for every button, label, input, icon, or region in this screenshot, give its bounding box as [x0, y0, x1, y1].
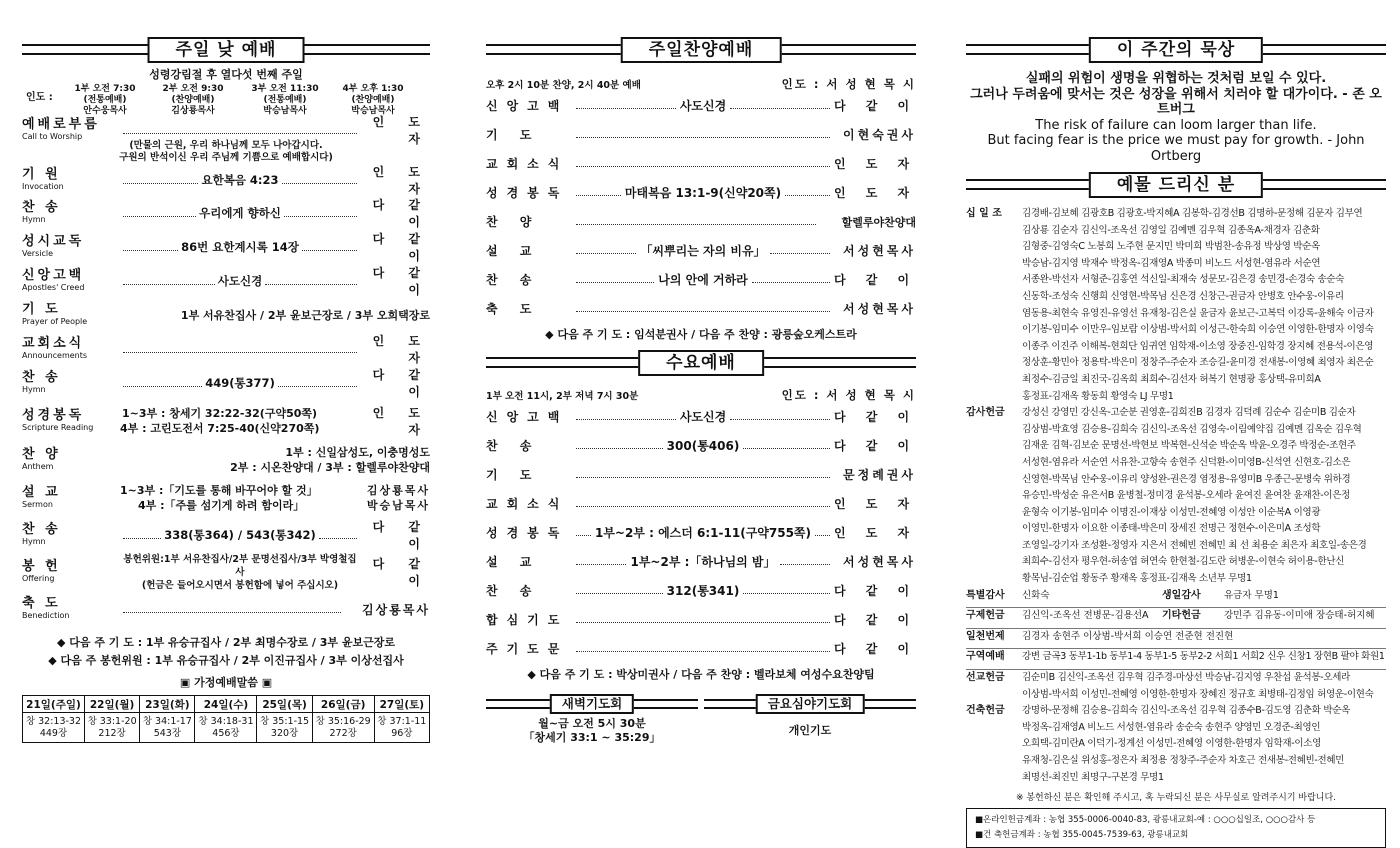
- building-account: ■건 축헌금계좌 : 농협 355-0045-7539-63, 광릉내교회: [975, 830, 1189, 841]
- wed-next: ◆ 다음 주 기 도 : 박상미권사 / 다음 주 찬양 : 벨라보체 여성수요찬양팀: [527, 668, 875, 681]
- leader-1: 1부 오전 7:30 (전통예배) 안수웅목사: [74, 84, 136, 116]
- meditation-title: 이 주간의 묵상: [1089, 37, 1263, 63]
- sunday-order: [22, 115, 431, 626]
- praise-leader: 인도 : 서 성 현 목 시: [781, 77, 916, 91]
- order-hymn-3: 찬 송 Hymn 338(통364) / 543(통342) 다 같 이: [22, 520, 431, 551]
- wed-row: 신앙고백 사도신경 다 같 이: [486, 410, 918, 424]
- wed-row: 설 교 1부~2부 :「하나님의 밤」 서성현목사: [486, 555, 916, 569]
- praise-row: 교회소식 인 도 자: [486, 157, 918, 171]
- build-line: 강명하-문정해 김승용-김희숙 김신익-조옥선 김우혁 김종수B-김도영 김춘화 박순옥: [1022, 705, 1350, 717]
- praise-row: 찬 송 나의 안에 거하라 다 같 이: [486, 273, 918, 287]
- thanks-line: 김상범-박효영 김승용-김희숙 김신익-조옥선 김영숙-이림예약집 김예멘 김옥순 김우혁: [1022, 423, 1362, 435]
- thanks-line: 신영현-박목님 안수웅-이유리 양성완-권은경 염정용-유영미B 우종근-문병숙 위하경: [1022, 473, 1351, 485]
- wed-row: 주기도문 다 같 이: [486, 642, 918, 656]
- wed-time: 1부 오전 11시, 2부 저녁 7시 30분: [486, 391, 639, 402]
- sunday-banner: [22, 37, 430, 63]
- wed-row: 기 도 문정례권사: [486, 468, 916, 482]
- prayer-meetings: [486, 694, 916, 754]
- online-account: ■온라인헌금계좌 : 농협 355-0006-0040-83, 광릉내교회-예 : ○○○십일조, ○○○감사 등: [975, 815, 1316, 826]
- thanks-line: 이영민-한명자 이요한 이종태-박은미 장세진 전명근 정현수-이은미A 조성학: [1022, 523, 1321, 535]
- praise-title: 주일찬양예배: [621, 37, 782, 63]
- order-invocation: 기 원 Invocation 요한복음 4:23 인 도 자: [22, 165, 431, 196]
- praise-row: 신앙고백 사도신경 다 같 이: [486, 99, 918, 113]
- praise-row: 기 도 이현숙권사: [486, 128, 916, 142]
- tithe-line: 김형중-김영숙C 노봉희 노주현 문지민 박미희 박범찬-송유정 박상영 박순옥: [1022, 241, 1320, 253]
- build-line: 최명선-최진민 최명구-구본경 무명1: [1022, 771, 1164, 783]
- friday-prayer: [704, 694, 916, 738]
- tithe-group: 십 일 조 김경배-김보혜 김광호B 김광호-박지혜A 김봉학-김경선B 김명하-문정해 김문자 김부연 김상룡 김순자 김신익-조옥선 김영일 김예멘 김우혁 김종옥A-채경자 김춘화 김형중-김영숙C 노봉희 노주현 문지민 박미희 박범찬-송유정 박상영 박순옥 박승남-김지영 박재수 박정옥-김재영A 박종미 비노드 서성현-염유라 서순연 서종완-박선자 서형준-김홍연 석신일-최재숙 성문모-김은경 송민경-손경숙 송순숙 신동학-조성숙 신행희 신영현-박목님 신은경 신창근-권금자 안병호 안수웅-이유리 염동용-최현숙 유영진-유영선 유재청-김은실 윤금자 윤보근-고복덕 이강록-윤해숙 이금자 이기봉-임미수 이만우-임보람 이상범-박서희 이성근-한숙희 이승연 이영한-한명자 이영숙 이종주 이진주 이해복-현희단 임귀연 임학재-이소영 장중진-임학경 장지혜 전용석-이은영 정상훈-황민아 정용탁-박은미 정창주-주순자 조승길-윤미경 전새봉-이영혜 최영자 최은순 최정수-김금일 최진국-김옥희 최희수-김선자 허복기 현명광 홍상택-유미희A 홍정표-김재옥 황동희 황영숙 LJ 무명1: [966, 206, 1386, 405]
- tithe-line: 염동용-최현숙 유영진-유영선 유재청-김은실 윤금자 윤보근-고복덕 이강록-윤해숙 이금자: [1022, 307, 1374, 319]
- relief-other-row: 구제헌금 김신익-조옥선 전병문-김용선A 기타헌금 강민주 김유동-이미애 장승태-허지혜: [966, 610, 1375, 622]
- friday-text: 개인기도: [788, 724, 832, 737]
- family-worship-title: ▣ 가정예배말씀 ▣: [179, 676, 273, 689]
- order-call: 예배로부름 Call to Worship 인 도 자: [22, 115, 430, 146]
- tithe-line: 최정수-김금일 최진국-김옥희 최희수-김선자 허복기 현명광 홍상택-유미희A: [1022, 373, 1321, 385]
- account-box: [966, 808, 1386, 848]
- table-row: 창 32:13-32 449장 창 33:1-20 212장 창 34:1-17 543장 창 34:18-31 456장 창 35:1-15 320장 창 35:16-29 272장 창 37:1-11 96장: [23, 713, 430, 743]
- praise-row: 성경봉독 마태복음 13:1-9(신약20쪽) 인 도 자: [486, 186, 918, 200]
- offerings-title: 예물 드리신 분: [1089, 172, 1263, 198]
- sunday-title: 주일 낮 예배: [148, 37, 305, 63]
- sunday-next-week: [22, 634, 430, 670]
- wed-time-row: [486, 388, 916, 402]
- meditation-text: 실패의 위험이 생명을 위협하는 것처럼 보일 수 있다. 그러나 두려움에 맞서는 것은 성장을 위해서 치러야 할 대가이다. - 존 오트버그 The risk of failure can loom larger than life. But facing fear is the price we must pay for growth. - John Ortberg: [970, 71, 1382, 164]
- tithe-line: 이기봉-임미수 이만우-임보람 이상범-박서희 이성근-한숙희 이승연 이영한-한명자 이영숙: [1022, 324, 1374, 336]
- thanks-line: 김재운 김혁-김보순 문명선-박현보 박복현-신석순 박순옥 박윤-오경주 박정순-조현주: [1022, 440, 1356, 452]
- praise-time: 오후 2시 10분 찬양, 2시 40분 예배: [486, 80, 641, 91]
- order-hymn-2: 찬 송 Hymn 449(통377) 다 같 이: [22, 368, 431, 399]
- call-note-2: 구원의 반석이신 우리 주님께 기쁨으로 예배합시다): [119, 152, 333, 163]
- praise-row: 설 교 「씨뿌리는 자의 비유」 서성현목사: [486, 244, 916, 258]
- order-sermon: 설 교 Sermon 1~3부 :「기도를 통해 바꾸어야 할 것」 김상룡목사 4부 :「주를 섬기게 하려 함이라」 박승남목사: [22, 484, 430, 512]
- offerings-list: [966, 206, 1386, 848]
- praise-wed-column: [486, 0, 916, 785]
- tithe-line: 김경배-김보혜 김광호B 김광호-박지혜A 김봉학-김경선B 김명하-문정해 김문자 김부연: [1022, 208, 1363, 219]
- wed-title: 수요예배: [638, 350, 764, 376]
- praise-banner: [486, 37, 916, 63]
- tithe-line: 서종완-박선자 서형준-김홍연 석신일-최재숙 성문모-김은경 송민경-손경숙 송순숙: [1022, 274, 1345, 286]
- praise-time-row: [486, 77, 916, 91]
- wed-row: 찬 송 300(통406) 다 같 이: [486, 439, 918, 453]
- sunday-service-column: [22, 0, 430, 785]
- next-prayer: ◆ 다음 주 기 도 : 1부 유승규집사 / 2부 최명수장로 / 3부 윤보근장로: [56, 636, 396, 649]
- praise-next: ◆ 다음 주 기 도 : 임석분권사 / 다음 주 찬양 : 광릉숲오케스트라: [545, 328, 857, 341]
- thanks-line: 황목님-김순업 황동주 황재옥 홍정표-김재옥 소년부 무명1: [1022, 573, 1252, 585]
- order-scripture: 성경봉독 Scripture Reading 1~3부 : 창세기 32:22-32(구약50쪽) 4부 : 고린도전서 7:25-40(신약270쪽) 인 도 자: [22, 406, 430, 437]
- order-hymn-1: 찬 송 Hymn 우리에게 향하신 다 같 이: [22, 198, 430, 229]
- table-row: 21일(주일) 22일(월) 23일(화) 24일(수) 25일(목) 26일(금) 27일(토): [23, 696, 430, 713]
- thanks-line: 유승민-박성순 유은서B 윤병철-정미경 윤석봉-오세라 윤여진 윤여찬 윤재찬-이은정: [1022, 490, 1350, 502]
- thanks-line: 강성신 강영민 강신옥-고순분 권영훈-김희진B 김경자 김덕례 김순수 김순미B 김순자: [1022, 407, 1356, 419]
- friday-title: 금요심야기도회: [756, 694, 865, 714]
- tithe-line: 이종주 이진주 이해복-현희단 임귀연 임학재-이소영 장중진-임학경 장지혜 전용석-이은영: [1022, 340, 1374, 352]
- thanks-group: 감사헌금 강성신 강영민 강신옥-고순분 권영훈-김희진B 김경자 김덕례 김순수 김순미B 김순자 김상범-박효영 김승용-김희숙 김신익-조옥선 김영숙-이림예약집 김예멘 김옥순 김우혁 김재운 김혁-김보순 문명선-박현보 박복현-신석순 박순옥 박윤-오경주 박정순-조현주 서성현-염유라 서순연 서유찬-고향숙 송현주 신덕환-이미영B-신석연 신현호-김소은 신영현-박목님 안수웅-이유리 양성완-권은경 염정용-유영미B 우종근-문병숙 위하경 유승민-박성순 유은서B 윤병철-정미경 윤석봉-오세라 윤여진 윤여찬 윤재찬-이은정 윤형숙 이기봉-임미수 이명진-이재상 이성민-전혜영 이성안 이순복A 이영광 이영민-한명자 이요한 이종태-박은미 장세진 전명근 정현수-이은미A 조성학 조영일-강기자 조성환-정영자 지은서 전혜빈 전혜민 최 선 최용순 최은자 최호일-송은경 최희수-김선자 평우현-허송엽 허연숙 한현철-김도란 허병운-이현숙 허이용-한난신 황목님-김순업 황동주 황재옥 홍정표-김재옥 소년부 무명1: [966, 405, 1386, 588]
- build-group: 건축헌금 강명하-문정해 김승용-김희숙 김신익-조옥선 김우혁 김종수B-김도영 김춘화 박순옥 박정옥-김재영A 비노드 서성현-염유라 송순숙 송현주 양영민 오경준-최영인 오희택-김미란A 이덕기-정계선 이성민-전혜영 이영한-한명자 임학재-이소영 유재청-김은실 위성홍-정은자 최정용 정창주-주순자 차호근 전새봉-전혜빈-전혜민 최명선-최진민 최명구-구본경 무명1: [966, 703, 1386, 786]
- call-note-1: (만물의 근원, 우리 하나님께 모두 나아갑시다.: [129, 140, 323, 151]
- tithe-line: 신동학-조성숙 신행희 신영현-박목님 신은경 신창근-권금자 안병호 안수웅-이유리: [1022, 290, 1344, 302]
- offerings-notice: ※ 봉헌하신 분은 확인해 주시고, 혹 누락되신 분은 사무실로 알려주시기 바랍니다.: [1015, 793, 1337, 804]
- thanks-line: 조영일-강기자 조성환-정영자 지은서 전혜빈 전혜민 최 선 최용순 최은자 최호일-송은경: [1022, 539, 1367, 551]
- praise-row: 찬 양 할렐루야찬양대: [486, 215, 916, 229]
- wed-order: [486, 402, 916, 663]
- once-row: 일천번제 김경자 송현주 이상범-박서희 이승연 전준현 전진현: [966, 630, 1234, 642]
- wed-row: 교회소식 인 도 자: [486, 497, 918, 511]
- dawn-passage: 「창세기 33:1 ~ 35:29」: [523, 731, 661, 744]
- family-worship-table: [22, 695, 430, 743]
- mission-group: 선교헌금 김순미B 김신익-조옥선 김우혁 김주경-마상선 박승남-김지영 우찬섭 윤석봉-오세라 이상범-박서희 이성민-전혜영 이영한-한명자 장혜진 정규호 최병태-김정임 허영운-이현숙: [966, 670, 1386, 703]
- meditation-banner: [966, 37, 1386, 63]
- tithe-line: 정상훈-황민아 정용탁-박은미 정창주-주순자 조승길-윤미경 전새봉-이영혜 최영자 최은순: [1022, 357, 1374, 369]
- sunday-subtitle: 성령강림절 후 열다섯 번째 주일: [149, 68, 303, 81]
- tithe-line: 홍정표-김재옥 황동희 황영숙 LJ 무명1: [1022, 390, 1174, 402]
- build-line: 유재청-김은실 위성홍-정은자 최정용 정창주-주순자 차호근 전새봉-전혜빈-전혜민: [1022, 755, 1345, 766]
- leader-4: 4부 오후 1:30 (찬양예배) 박승남목사: [342, 84, 404, 116]
- order-announcements: 교회소식 Announcements 인 도 자: [22, 334, 430, 365]
- meditation-offerings-column: [966, 0, 1386, 841]
- region-row: 구역예배 강변 금곡3 동부1-1b 동부1-4 동부1-5 동부2-2 서희1 서희2 신우 신창1 장현B 팔야 화원1: [966, 651, 1385, 663]
- special-birth-row: 특별감사 신화숙 생일감사 유금자 무명1: [966, 589, 1279, 601]
- next-offering: ◆ 다음 주 봉헌위원 : 1부 유승규집사 / 2부 이진규집사 / 3부 이상선집사: [48, 654, 404, 667]
- tithe-line: 박승남-김지영 박재수 박정옥-김재영A 박종미 비노드 서성현-염유라 서순연: [1022, 257, 1321, 269]
- praise-row: 축 도 서성현목사: [486, 302, 916, 316]
- dawn-time: 월~금 오전 5시 30분: [538, 717, 646, 730]
- thanks-line: 서성현-염유라 서순연 서유찬-고향숙 송현주 신덕환-이미영B-신석연 신현호-김소은: [1022, 456, 1351, 468]
- mission-line: 이상범-박서희 이성민-전혜영 이영한-한명자 장혜진 정규호 최병태-김정임 허영운-이현숙: [1022, 688, 1374, 700]
- wed-row: 성경봉독 1부~2부 : 에스더 6:1-11(구약755쪽) 인 도 자: [486, 526, 918, 540]
- wed-row: 찬 송 312(통341) 다 같 이: [486, 584, 918, 598]
- build-line: 박정옥-김재영A 비노드 서성현-염유라 송순숙 송현주 양영민 오경준-최영인: [1022, 721, 1321, 733]
- mission-line: 김순미B 김신익-조옥선 김우혁 김주경-마상선 박승남-김지영 우찬섭 윤석봉-오세라: [1022, 672, 1350, 684]
- build-line: 오희택-김미란A 이덕기-정계선 이성민-전혜영 이영한-한명자 임학재-이소영: [1022, 738, 1322, 750]
- order-creed: 신앙고백 Apostles' Creed 사도신경 다 같 이: [22, 266, 430, 297]
- order-versicle: 성시교독 Versicle 86번 요한계시록 14장 다 같 이: [22, 232, 430, 263]
- dawn-prayer: [486, 694, 698, 745]
- leader-label: 인도 :: [26, 92, 53, 103]
- thanks-line: 윤형숙 이기봉-임미수 이명진-이재상 이성민-전혜영 이성안 이순복A 이영광: [1022, 506, 1321, 518]
- leader-3: 3부 오전 11:30 (전통예배) 박승남목사: [251, 84, 319, 116]
- thanks-line: 최희수-김선자 평우현-허송엽 허연숙 한현철-김도란 허병운-이현숙 허이용-한난신: [1022, 556, 1345, 568]
- wed-row: 합심기도 다 같 이: [486, 613, 918, 627]
- wed-leader: 인도 : 서 성 현 목 시: [781, 388, 916, 402]
- tithe-line: 김상룡 김순자 김신익-조옥선 김영일 김예멘 김우혁 김종옥A-채경자 김춘화: [1022, 224, 1320, 236]
- offerings-banner: [966, 172, 1386, 198]
- order-benediction: 축 도 Benediction 김상룡목사: [22, 596, 430, 620]
- dawn-title: 새벽기도회: [550, 694, 634, 714]
- order-anthem: 찬 양 Anthem 1부 : 신일삼성도, 이충명성도 2부 : 시온찬양대 / 3부 : 할렐루야찬양대: [22, 446, 430, 474]
- order-prayer: 기 도 Prayer of People 1부 서유찬집사 / 2부 윤보근장로 / 3부 오희택장로: [22, 302, 430, 326]
- order-offering: 봉 헌 Offering 봉헌위원:1부 서유찬집사/2부 문명선집사/3부 박영철집사 (헌금은 들어오시면서 봉헌함에 넣어 주십시오) 다 같 이: [22, 553, 430, 591]
- praise-order: [486, 91, 916, 323]
- leader-2: 2부 오전 9:30 (찬양예배) 김상룡목사: [162, 84, 224, 116]
- wed-banner: [486, 350, 916, 376]
